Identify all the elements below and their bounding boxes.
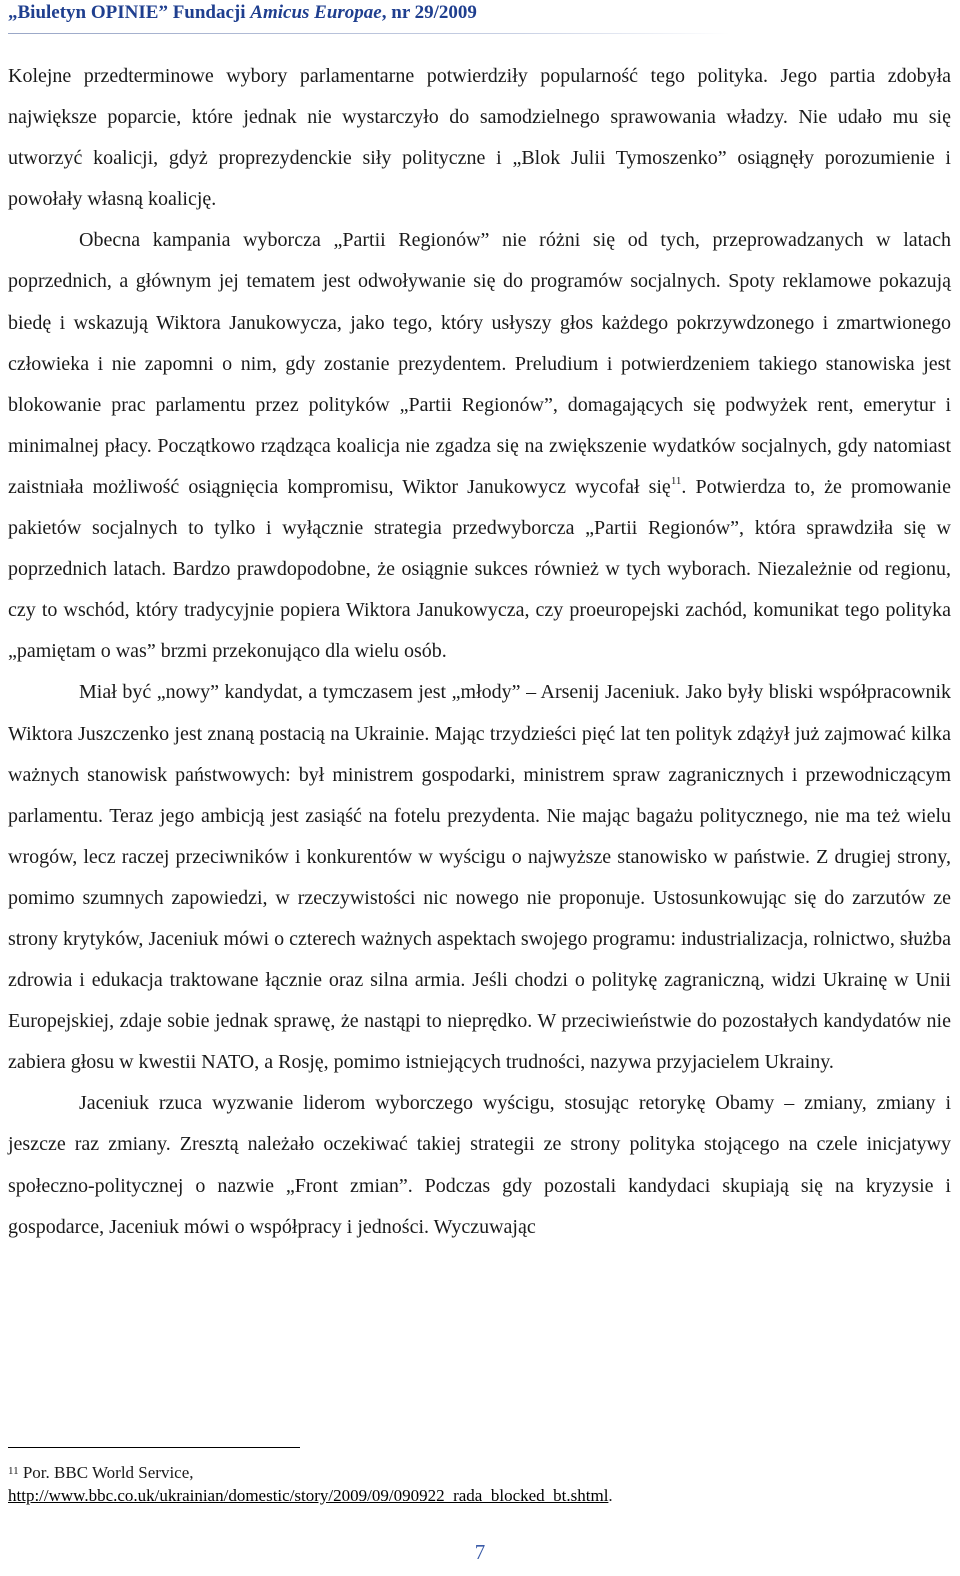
footnote-line-1 <box>8 1461 948 1484</box>
document-header <box>8 2 748 24</box>
footnote-separator <box>8 1447 300 1448</box>
paragraph-2 <box>8 220 951 672</box>
header-title-prefix: „Biuletyn OPINIE” Fundacji <box>8 2 251 23</box>
header-title-foundation: Amicus Europae <box>250 2 382 23</box>
footnote-number: 11 <box>8 1465 19 1477</box>
footnote-reference[interactable]: 11 <box>670 474 682 487</box>
body-text <box>8 56 951 1248</box>
paragraph-3: Miał być „nowy” kandydat, a tymczasem jest „młody” – Arsenij Jaceniuk. Jako były bliski współpracownik Wiktora Juszczenko jest znaną postacią na Ukrainie. Mając trzydzieści pięć lat ten polityk zdążył już zajmować kilka ważnych stanowisk państwowych: był ministrem gospodarki, ministrem spraw zagranicznych i przewodniczącym parlamentu. Teraz jego ambicją jest zasiąść na fotelu prezydenta. Nie mając bagażu politycznego, nie ma też wielu wrogów, lecz raczej przeciwników i konkurentów w wyścigu o najwyższe stanowisko w państwie. Z drugiej strony, pomimo szumnych zapowiedzi, w rzeczywistości nic nowego nie proponuje. Ustosunkowując się do zarzutów ze strony krytyków, Jaceniuk mówi o czterech ważnych aspektach swojego programu: industrializacja, rolnictwo, służba zdrowia i edukacja traktowane łącznie oraz silna armia. Jeśli chodzi o politykę zagraniczną, widzi Ukrainę w Unii Europejskiej, zdaje sobie jednak sprawę, że nastąpi to nieprędko. W przeciwieństwie do pozostałych kandydatów nie zabiera głosu w kwestii NATO, a Rosję, pomimo istniejących trudności, nazywa przyjacielem Ukrainy. <box>8 681 951 1074</box>
paragraph-2-text-before: Obecna kampania wyborcza „Partii Regionów” nie różni się od tych, przeprowadzanych w latach poprzednich, a głównym jej tematem jest odwoływanie się do programów socjalnych. Spoty reklamowe pokazują biedę i wskazują Wiktora Janukowycza, jako tego, który usłyszy głos każdego pokrzywdzonego i zmartwionego człowieka i nie zapomni o nim, gdy zostanie prezydentem. Preludium i potwierdzeniem takiego stanowiska jest blokowanie prac parlamentu przez polityków „Partii Regionów”, domagających się podwyżek rent, emerytur i minimalnej płacy. Początkowo rządząca koalicja nie zgadza się na zwiększenie wydatków socjalnych, gdy natomiast zaistniała możliwość osiągnięcia kompromisu, Wiktor Janukowycz wycofał się <box>8 229 951 498</box>
paragraph-2-text-after: . Potwierdza to, że promowanie pakietów socjalnych to tylko i wyłącznie strategia przedwyborcza „Partii Regionów”, która sprawdziła się w poprzednich latach. Bardzo prawdopodobne, że osiągnie sukces również w tych wyborach. Niezależnie od regionu, czy to wschód, który tradycyjnie popiera Wiktora Janukowycza, czy proeuropejski zachód, komunikat tego polityka „pamiętam o was” brzmi przekonująco dla wielu osób. <box>8 475 951 663</box>
footnote-link[interactable]: http://www.bbc.co.uk/ukrainian/domestic/story/2009/09/090922_rada_blocked_bt.shtml <box>8 1486 609 1505</box>
footnote-text: Por. BBC World Service, <box>18 1463 194 1482</box>
footnote <box>8 1461 948 1507</box>
header-divider <box>8 33 730 34</box>
footnote-line-2 <box>8 1484 948 1507</box>
page-number: 7 <box>474 1540 486 1564</box>
paragraph-1: Kolejne przedterminowe wybory parlamentarne potwierdziły popularność tego polityka. Jego partia zdobyła największe poparcie, które jednak nie wystarczyło do samodzielnego sprawowania władzy. Nie udało mu się utworzyć koalicji, gdyż proprezydenckie siły polityczne i „Blok Julii Tymoszenko” osiągnęły porozumienie i powołały własną koalicję. <box>8 65 951 211</box>
header-issue-number: , nr 29/2009 <box>381 2 477 23</box>
footnote-link-tail: . <box>608 1486 613 1505</box>
paragraph-4: Jaceniuk rzuca wyzwanie liderom wyborczego wyścigu, stosując retorykę Obamy – zmiany, zmiany i jeszcze raz zmiany. Zresztą należało oczekiwać takiej strategii ze strony polityka stojącego na czele inicjatywy społeczno-politycznej o nazwie „Front zmian”. Podczas gdy pozostali kandydaci skupiają się na kryzysie i gospodarce, Jaceniuk mówi o współpracy i jedności. Wyczuwając <box>8 1092 951 1238</box>
